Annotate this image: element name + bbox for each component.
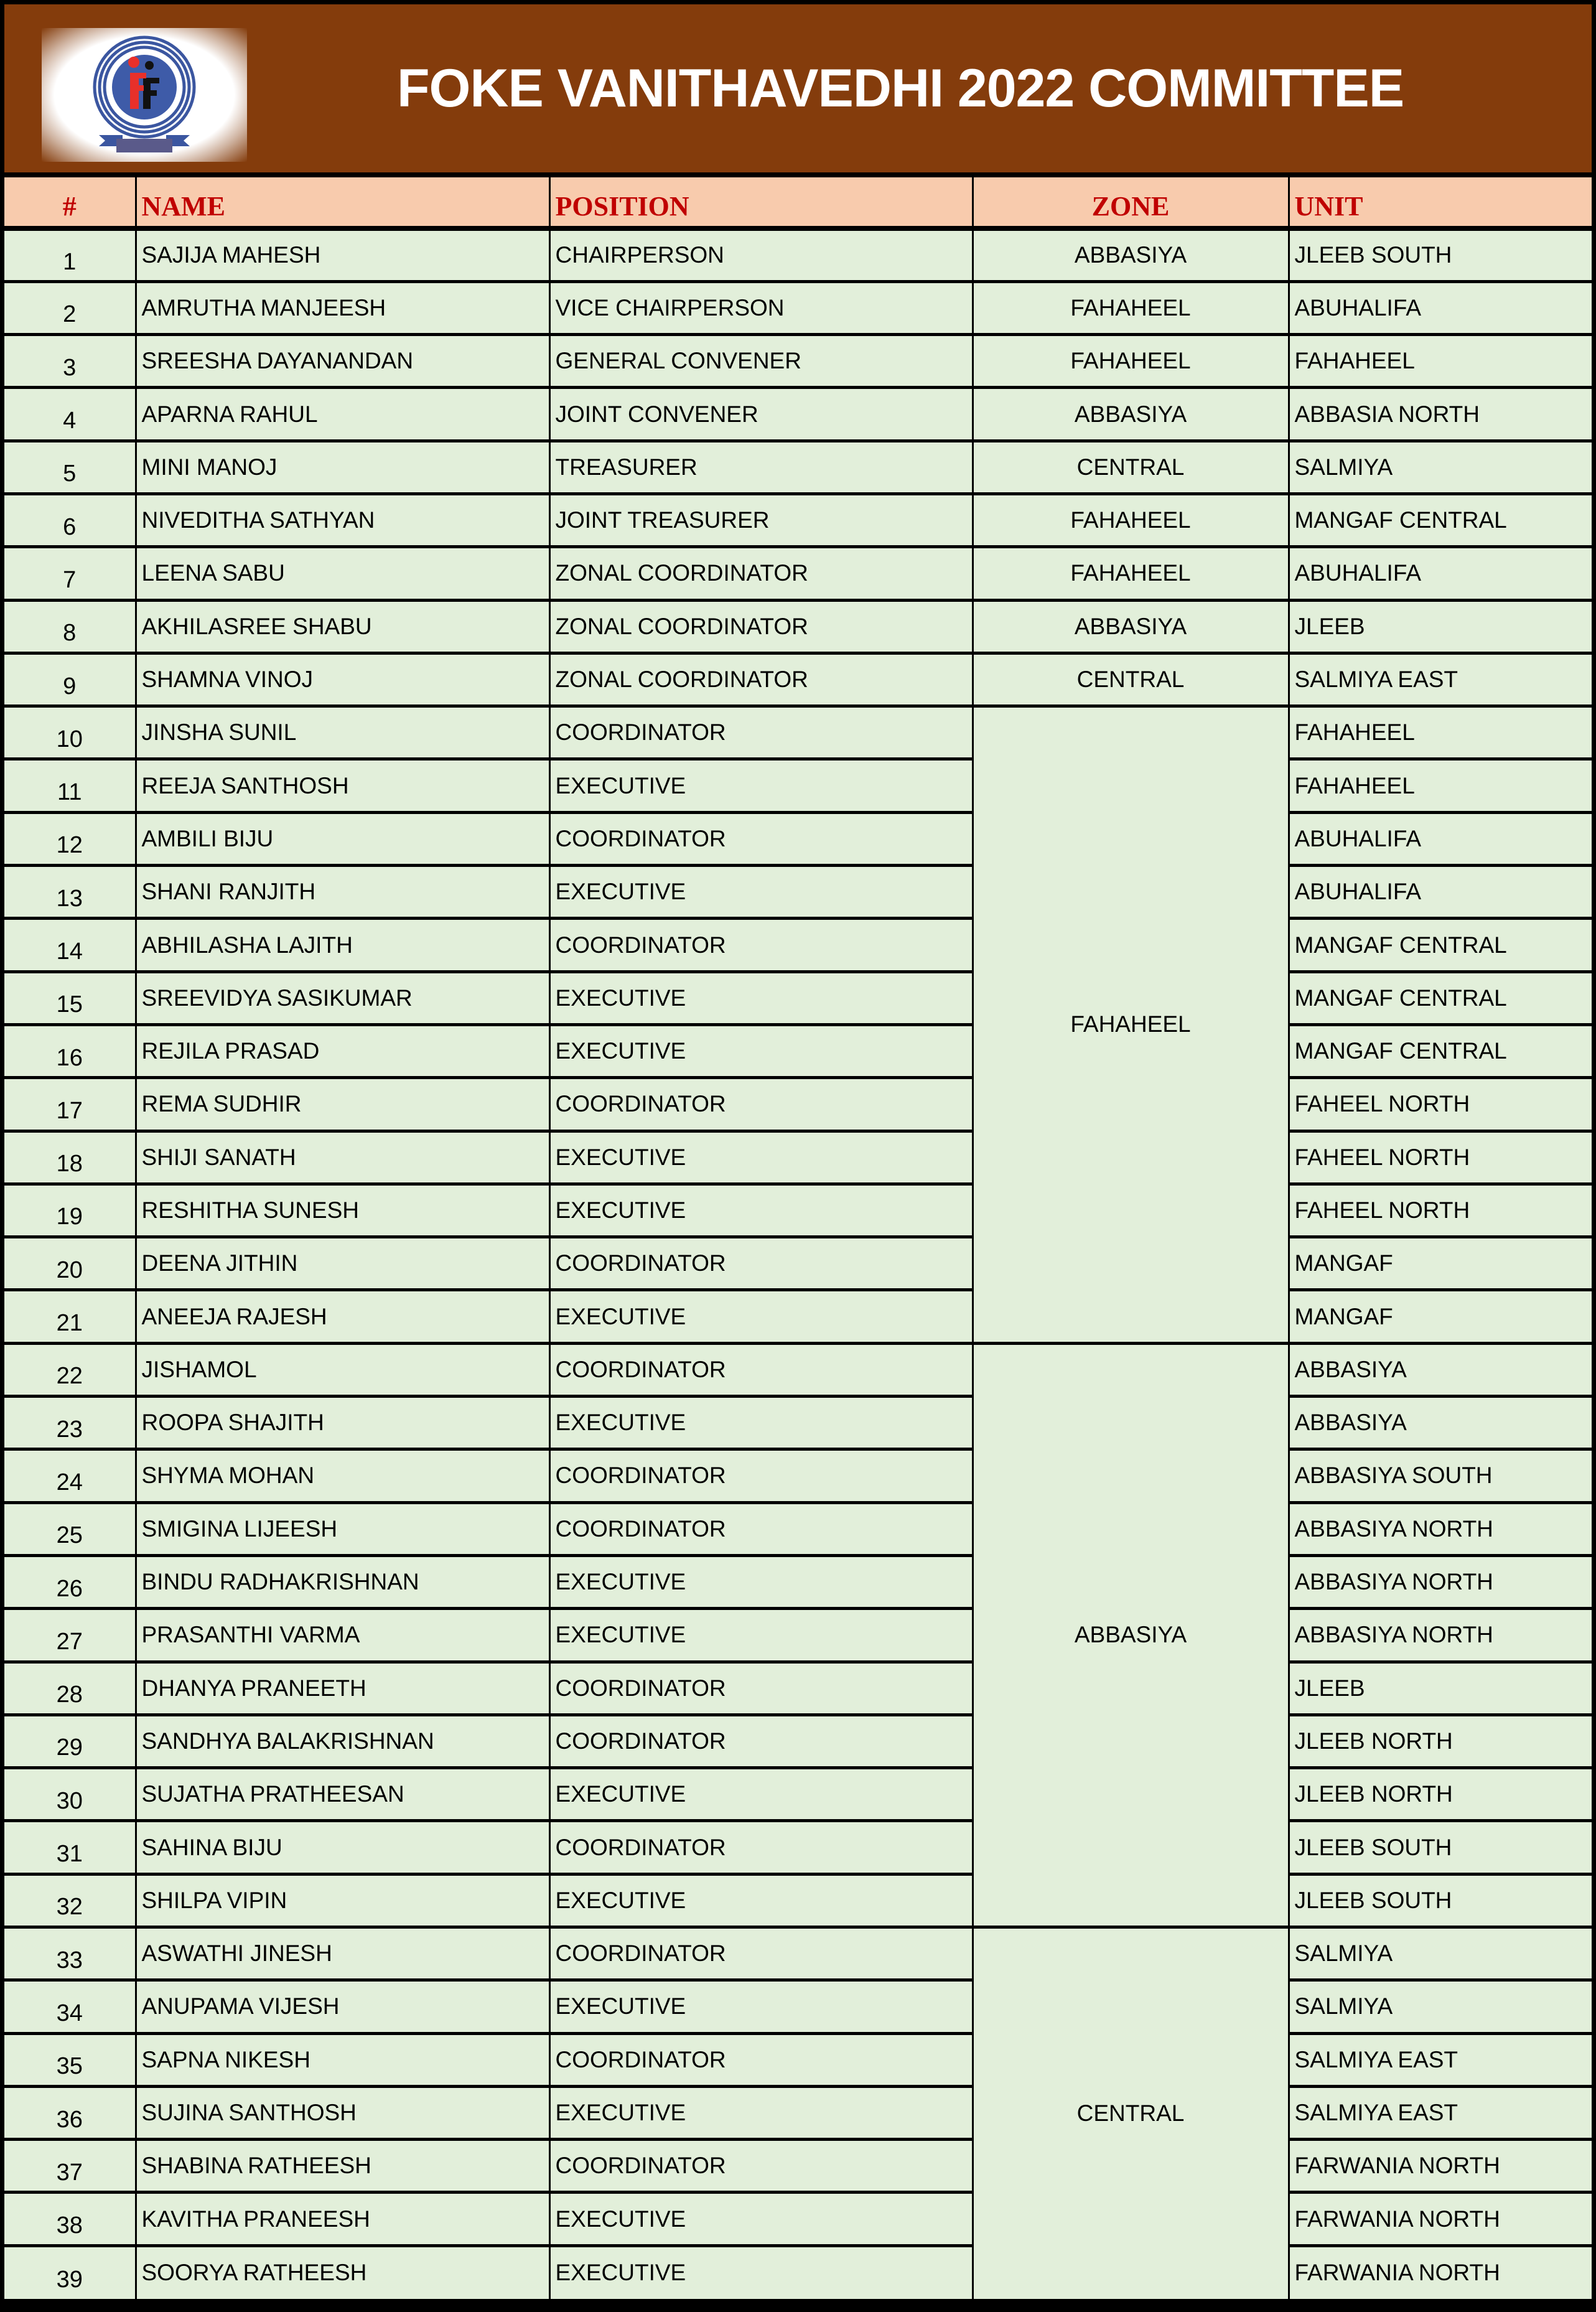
member-name: RESHITHA SUNESH: [136, 1184, 549, 1237]
table-row: [4, 494, 1592, 546]
table-row: [4, 919, 1592, 971]
member-unit: SALMIYA: [1289, 441, 1592, 494]
member-zone: CENTRAL: [973, 1927, 1289, 2299]
member-unit: JLEEB SOUTH: [1289, 1821, 1592, 1874]
member-position: EXECUTIVE: [549, 1609, 973, 1662]
member-position: EXECUTIVE: [549, 866, 973, 919]
member-unit: SALMIYA: [1289, 1980, 1592, 2033]
member-unit: JLEEB NORTH: [1289, 1715, 1592, 1767]
member-name: PRASANTHI VARMA: [136, 1609, 549, 1662]
member-unit: SALMIYA EAST: [1289, 653, 1592, 706]
member-unit: ABBASIYA NORTH: [1289, 1502, 1592, 1555]
row-number: 1: [4, 228, 136, 281]
table-row: [4, 547, 1592, 600]
table-row: [4, 1980, 1592, 2033]
member-zone: ABBASIYA: [973, 228, 1289, 281]
member-name: SAPNA NIKESH: [136, 2033, 549, 2086]
member-zone: FAHAHEEL: [973, 494, 1289, 546]
col-header-zone: ZONE: [973, 177, 1289, 228]
member-zone: CENTRAL: [973, 441, 1289, 494]
member-name: SANDHYA BALAKRISHNAN: [136, 1715, 549, 1767]
member-name: JINSHA SUNIL: [136, 706, 549, 759]
row-number: 39: [4, 2245, 136, 2298]
table-row: [4, 335, 1592, 388]
member-position: GENERAL CONVENER: [549, 335, 973, 388]
member-position: EXECUTIVE: [549, 1768, 973, 1821]
member-name: ANUPAMA VIJESH: [136, 1980, 549, 2033]
member-unit: MANGAF CENTRAL: [1289, 971, 1592, 1024]
member-name: SHABINA RATHEESH: [136, 2140, 549, 2193]
table-row: [4, 1237, 1592, 1290]
member-position: EXECUTIVE: [549, 971, 973, 1024]
member-zone: FAHAHEEL: [973, 547, 1289, 600]
table-row: [4, 281, 1592, 334]
table-row: [4, 2193, 1592, 2245]
member-unit: FAHEEL NORTH: [1289, 1078, 1592, 1131]
member-position: COORDINATOR: [549, 1449, 973, 1502]
member-name: SUJINA SANTHOSH: [136, 2086, 549, 2139]
member-position: EXECUTIVE: [549, 1980, 973, 2033]
member-unit: MANGAF: [1289, 1290, 1592, 1343]
table-row: [4, 971, 1592, 1024]
member-name: JISHAMOL: [136, 1343, 549, 1396]
member-unit: JLEEB: [1289, 600, 1592, 653]
member-position: CHAIRPERSON: [549, 228, 973, 281]
row-number: 31: [4, 1821, 136, 1874]
member-position: COORDINATOR: [549, 2033, 973, 2086]
table-row: [4, 1449, 1592, 1502]
table-row: [4, 653, 1592, 706]
member-position: EXECUTIVE: [549, 1555, 973, 1608]
table-row: [4, 1184, 1592, 1237]
table-row: [4, 812, 1592, 865]
member-name: AKHILASREE SHABU: [136, 600, 549, 653]
member-unit: FAHEEL NORTH: [1289, 1184, 1592, 1237]
row-number: 33: [4, 1927, 136, 1980]
row-number: 18: [4, 1131, 136, 1184]
member-name: DHANYA PRANEETH: [136, 1662, 549, 1715]
row-number: 10: [4, 706, 136, 759]
table-row: [4, 1821, 1592, 1874]
member-unit: ABUHALIFA: [1289, 281, 1592, 334]
member-position: EXECUTIVE: [549, 2245, 973, 2298]
member-name: AMBILI BIJU: [136, 812, 549, 865]
table-row: [4, 1768, 1592, 1821]
member-unit: FAHAHEEL: [1289, 335, 1592, 388]
row-number: 11: [4, 759, 136, 812]
row-number: 9: [4, 653, 136, 706]
col-header-num: #: [4, 177, 136, 228]
table-row: [4, 1024, 1592, 1077]
member-unit: MANGAF CENTRAL: [1289, 919, 1592, 971]
member-unit: JLEEB NORTH: [1289, 1768, 1592, 1821]
row-number: 30: [4, 1768, 136, 1821]
member-position: ZONAL COORDINATOR: [549, 600, 973, 653]
member-unit: MANGAF CENTRAL: [1289, 494, 1592, 546]
member-unit: MANGAF CENTRAL: [1289, 1024, 1592, 1077]
member-unit: FARWANIA NORTH: [1289, 2245, 1592, 2298]
row-number: 27: [4, 1609, 136, 1662]
member-position: JOINT CONVENER: [549, 388, 973, 441]
table-row: [4, 1078, 1592, 1131]
member-unit: ABBASIYA NORTH: [1289, 1555, 1592, 1608]
col-header-position: POSITION: [549, 177, 973, 228]
member-name: SOORYA RATHEESH: [136, 2245, 549, 2298]
title-banner: [4, 4, 1592, 172]
member-position: TREASURER: [549, 441, 973, 494]
member-position: COORDINATOR: [549, 1715, 973, 1767]
row-number: 8: [4, 600, 136, 653]
row-number: 6: [4, 494, 136, 546]
row-number: 35: [4, 2033, 136, 2086]
row-number: 16: [4, 1024, 136, 1077]
member-unit: ABUHALIFA: [1289, 547, 1592, 600]
table-row: [4, 2033, 1592, 2086]
member-unit: ABUHALIFA: [1289, 866, 1592, 919]
row-number: 22: [4, 1343, 136, 1396]
member-position: EXECUTIVE: [549, 1184, 973, 1237]
member-position: COORDINATOR: [549, 1343, 973, 1396]
row-number: 15: [4, 971, 136, 1024]
table-row: [4, 2140, 1592, 2193]
row-number: 14: [4, 919, 136, 971]
row-number: 37: [4, 2140, 136, 2193]
member-name: LEENA SABU: [136, 547, 549, 600]
row-number: 34: [4, 1980, 136, 2033]
member-name: SHAMNA VINOJ: [136, 653, 549, 706]
member-unit: JLEEB: [1289, 1662, 1592, 1715]
member-position: COORDINATOR: [549, 1927, 973, 1980]
member-name: SAHINA BIJU: [136, 1821, 549, 1874]
member-name: AMRUTHA MANJEESH: [136, 281, 549, 334]
table-row: [4, 441, 1592, 494]
member-position: EXECUTIVE: [549, 2193, 973, 2245]
member-position: JOINT TREASURER: [549, 494, 973, 546]
row-number: 24: [4, 1449, 136, 1502]
row-number: 2: [4, 281, 136, 334]
member-position: ZONAL COORDINATOR: [549, 547, 973, 600]
member-zone: CENTRAL: [973, 653, 1289, 706]
member-name: SHILPA VIPIN: [136, 1874, 549, 1927]
member-name: MINI MANOJ: [136, 441, 549, 494]
table-row: [4, 1290, 1592, 1343]
member-zone: FAHAHEEL: [973, 335, 1289, 388]
member-unit: FAHAHEEL: [1289, 706, 1592, 759]
table-row: [4, 1874, 1592, 1927]
member-position: COORDINATOR: [549, 919, 973, 971]
row-number: 5: [4, 441, 136, 494]
member-position: EXECUTIVE: [549, 759, 973, 812]
row-number: 25: [4, 1502, 136, 1555]
member-name: ASWATHI JINESH: [136, 1927, 549, 1980]
member-position: COORDINATOR: [549, 1078, 973, 1131]
row-number: 21: [4, 1290, 136, 1343]
member-name: SREEVIDYA SASIKUMAR: [136, 971, 549, 1024]
row-number: 19: [4, 1184, 136, 1237]
member-position: VICE CHAIRPERSON: [549, 281, 973, 334]
member-position: COORDINATOR: [549, 812, 973, 865]
row-number: 3: [4, 335, 136, 388]
table-row: [4, 228, 1592, 281]
member-unit: MANGAF: [1289, 1237, 1592, 1290]
committee-table: [4, 177, 1592, 2299]
member-name: BINDU RADHAKRISHNAN: [136, 1555, 549, 1608]
table-row: [4, 1555, 1592, 1608]
row-number: 12: [4, 812, 136, 865]
member-unit: ABBASIYA: [1289, 1343, 1592, 1396]
member-unit: ABBASIYA NORTH: [1289, 1609, 1592, 1662]
member-position: EXECUTIVE: [549, 1397, 973, 1449]
row-number: 38: [4, 2193, 136, 2245]
row-number: 4: [4, 388, 136, 441]
row-number: 7: [4, 547, 136, 600]
member-name: SAJIJA MAHESH: [136, 228, 549, 281]
member-name: SHIJI SANATH: [136, 1131, 549, 1184]
member-name: SHYMA MOHAN: [136, 1449, 549, 1502]
table-row: [4, 1927, 1592, 1980]
member-position: EXECUTIVE: [549, 1874, 973, 1927]
member-name: KAVITHA PRANEESH: [136, 2193, 549, 2245]
table-row: [4, 388, 1592, 441]
row-number: 26: [4, 1555, 136, 1608]
member-position: EXECUTIVE: [549, 2086, 973, 2139]
member-unit: FARWANIA NORTH: [1289, 2193, 1592, 2245]
table-row: [4, 1715, 1592, 1767]
member-position: EXECUTIVE: [549, 1290, 973, 1343]
member-zone: ABBASIYA: [973, 1343, 1289, 1927]
table-row: [4, 1131, 1592, 1184]
col-header-name: NAME: [136, 177, 549, 228]
foke-logo-icon: [42, 28, 247, 162]
member-unit: SALMIYA EAST: [1289, 2086, 1592, 2139]
member-unit: FAHEEL NORTH: [1289, 1131, 1592, 1184]
member-zone: ABBASIYA: [973, 388, 1289, 441]
member-unit: JLEEB SOUTH: [1289, 1874, 1592, 1927]
member-name: ANEEJA RAJESH: [136, 1290, 549, 1343]
member-name: SUJATHA PRATHEESAN: [136, 1768, 549, 1821]
member-name: REJILA PRASAD: [136, 1024, 549, 1077]
member-name: ABHILASHA LAJITH: [136, 919, 549, 971]
row-number: 29: [4, 1715, 136, 1767]
member-unit: FAHAHEEL: [1289, 759, 1592, 812]
member-name: APARNA RAHUL: [136, 388, 549, 441]
table-row: [4, 2086, 1592, 2139]
member-unit: ABBASIYA SOUTH: [1289, 1449, 1592, 1502]
header-row: [4, 177, 1592, 228]
table-row: [4, 600, 1592, 653]
member-unit: ABBASIA NORTH: [1289, 388, 1592, 441]
member-position: COORDINATOR: [549, 1502, 973, 1555]
table-row: [4, 1397, 1592, 1449]
member-unit: SALMIYA: [1289, 1927, 1592, 1980]
member-position: COORDINATOR: [549, 2140, 973, 2193]
member-name: DEENA JITHIN: [136, 1237, 549, 1290]
foke-logo: [42, 28, 247, 162]
member-unit: SALMIYA EAST: [1289, 2033, 1592, 2086]
member-zone: FAHAHEEL: [973, 706, 1289, 1344]
row-number: 17: [4, 1078, 136, 1131]
member-name: ROOPA SHAJITH: [136, 1397, 549, 1449]
member-zone: ABBASIYA: [973, 600, 1289, 653]
row-number: 32: [4, 1874, 136, 1927]
member-name: REMA SUDHIR: [136, 1078, 549, 1131]
table-row: [4, 866, 1592, 919]
member-position: ZONAL COORDINATOR: [549, 653, 973, 706]
table-row: [4, 706, 1592, 759]
member-unit: JLEEB SOUTH: [1289, 228, 1592, 281]
member-position: COORDINATOR: [549, 706, 973, 759]
member-position: COORDINATOR: [549, 1821, 973, 1874]
table-row: [4, 759, 1592, 812]
member-name: SHANI RANJITH: [136, 866, 549, 919]
table-row: [4, 2245, 1592, 2298]
table-body: [4, 228, 1592, 2299]
member-unit: ABUHALIFA: [1289, 812, 1592, 865]
table-row: [4, 1502, 1592, 1555]
row-number: 20: [4, 1237, 136, 1290]
member-zone: FAHAHEEL: [973, 281, 1289, 334]
member-name: NIVEDITHA SATHYAN: [136, 494, 549, 546]
member-position: COORDINATOR: [549, 1662, 973, 1715]
member-unit: ABBASIYA: [1289, 1397, 1592, 1449]
member-unit: FARWANIA NORTH: [1289, 2140, 1592, 2193]
row-number: 28: [4, 1662, 136, 1715]
member-position: EXECUTIVE: [549, 1131, 973, 1184]
table-row: [4, 1343, 1592, 1396]
row-number: 23: [4, 1397, 136, 1449]
page-title: FOKE VANITHAVEDHI 2022 COMMITTEE: [396, 59, 1404, 118]
member-position: COORDINATOR: [549, 1237, 973, 1290]
member-name: SMIGINA LIJEESH: [136, 1502, 549, 1555]
member-position: EXECUTIVE: [549, 1024, 973, 1077]
table-row: [4, 1609, 1592, 1662]
row-number: 13: [4, 866, 136, 919]
member-name: SREESHA DAYANANDAN: [136, 335, 549, 388]
member-name: REEJA SANTHOSH: [136, 759, 549, 812]
table-row: [4, 1662, 1592, 1715]
row-number: 36: [4, 2086, 136, 2139]
col-header-unit: UNIT: [1289, 177, 1592, 228]
